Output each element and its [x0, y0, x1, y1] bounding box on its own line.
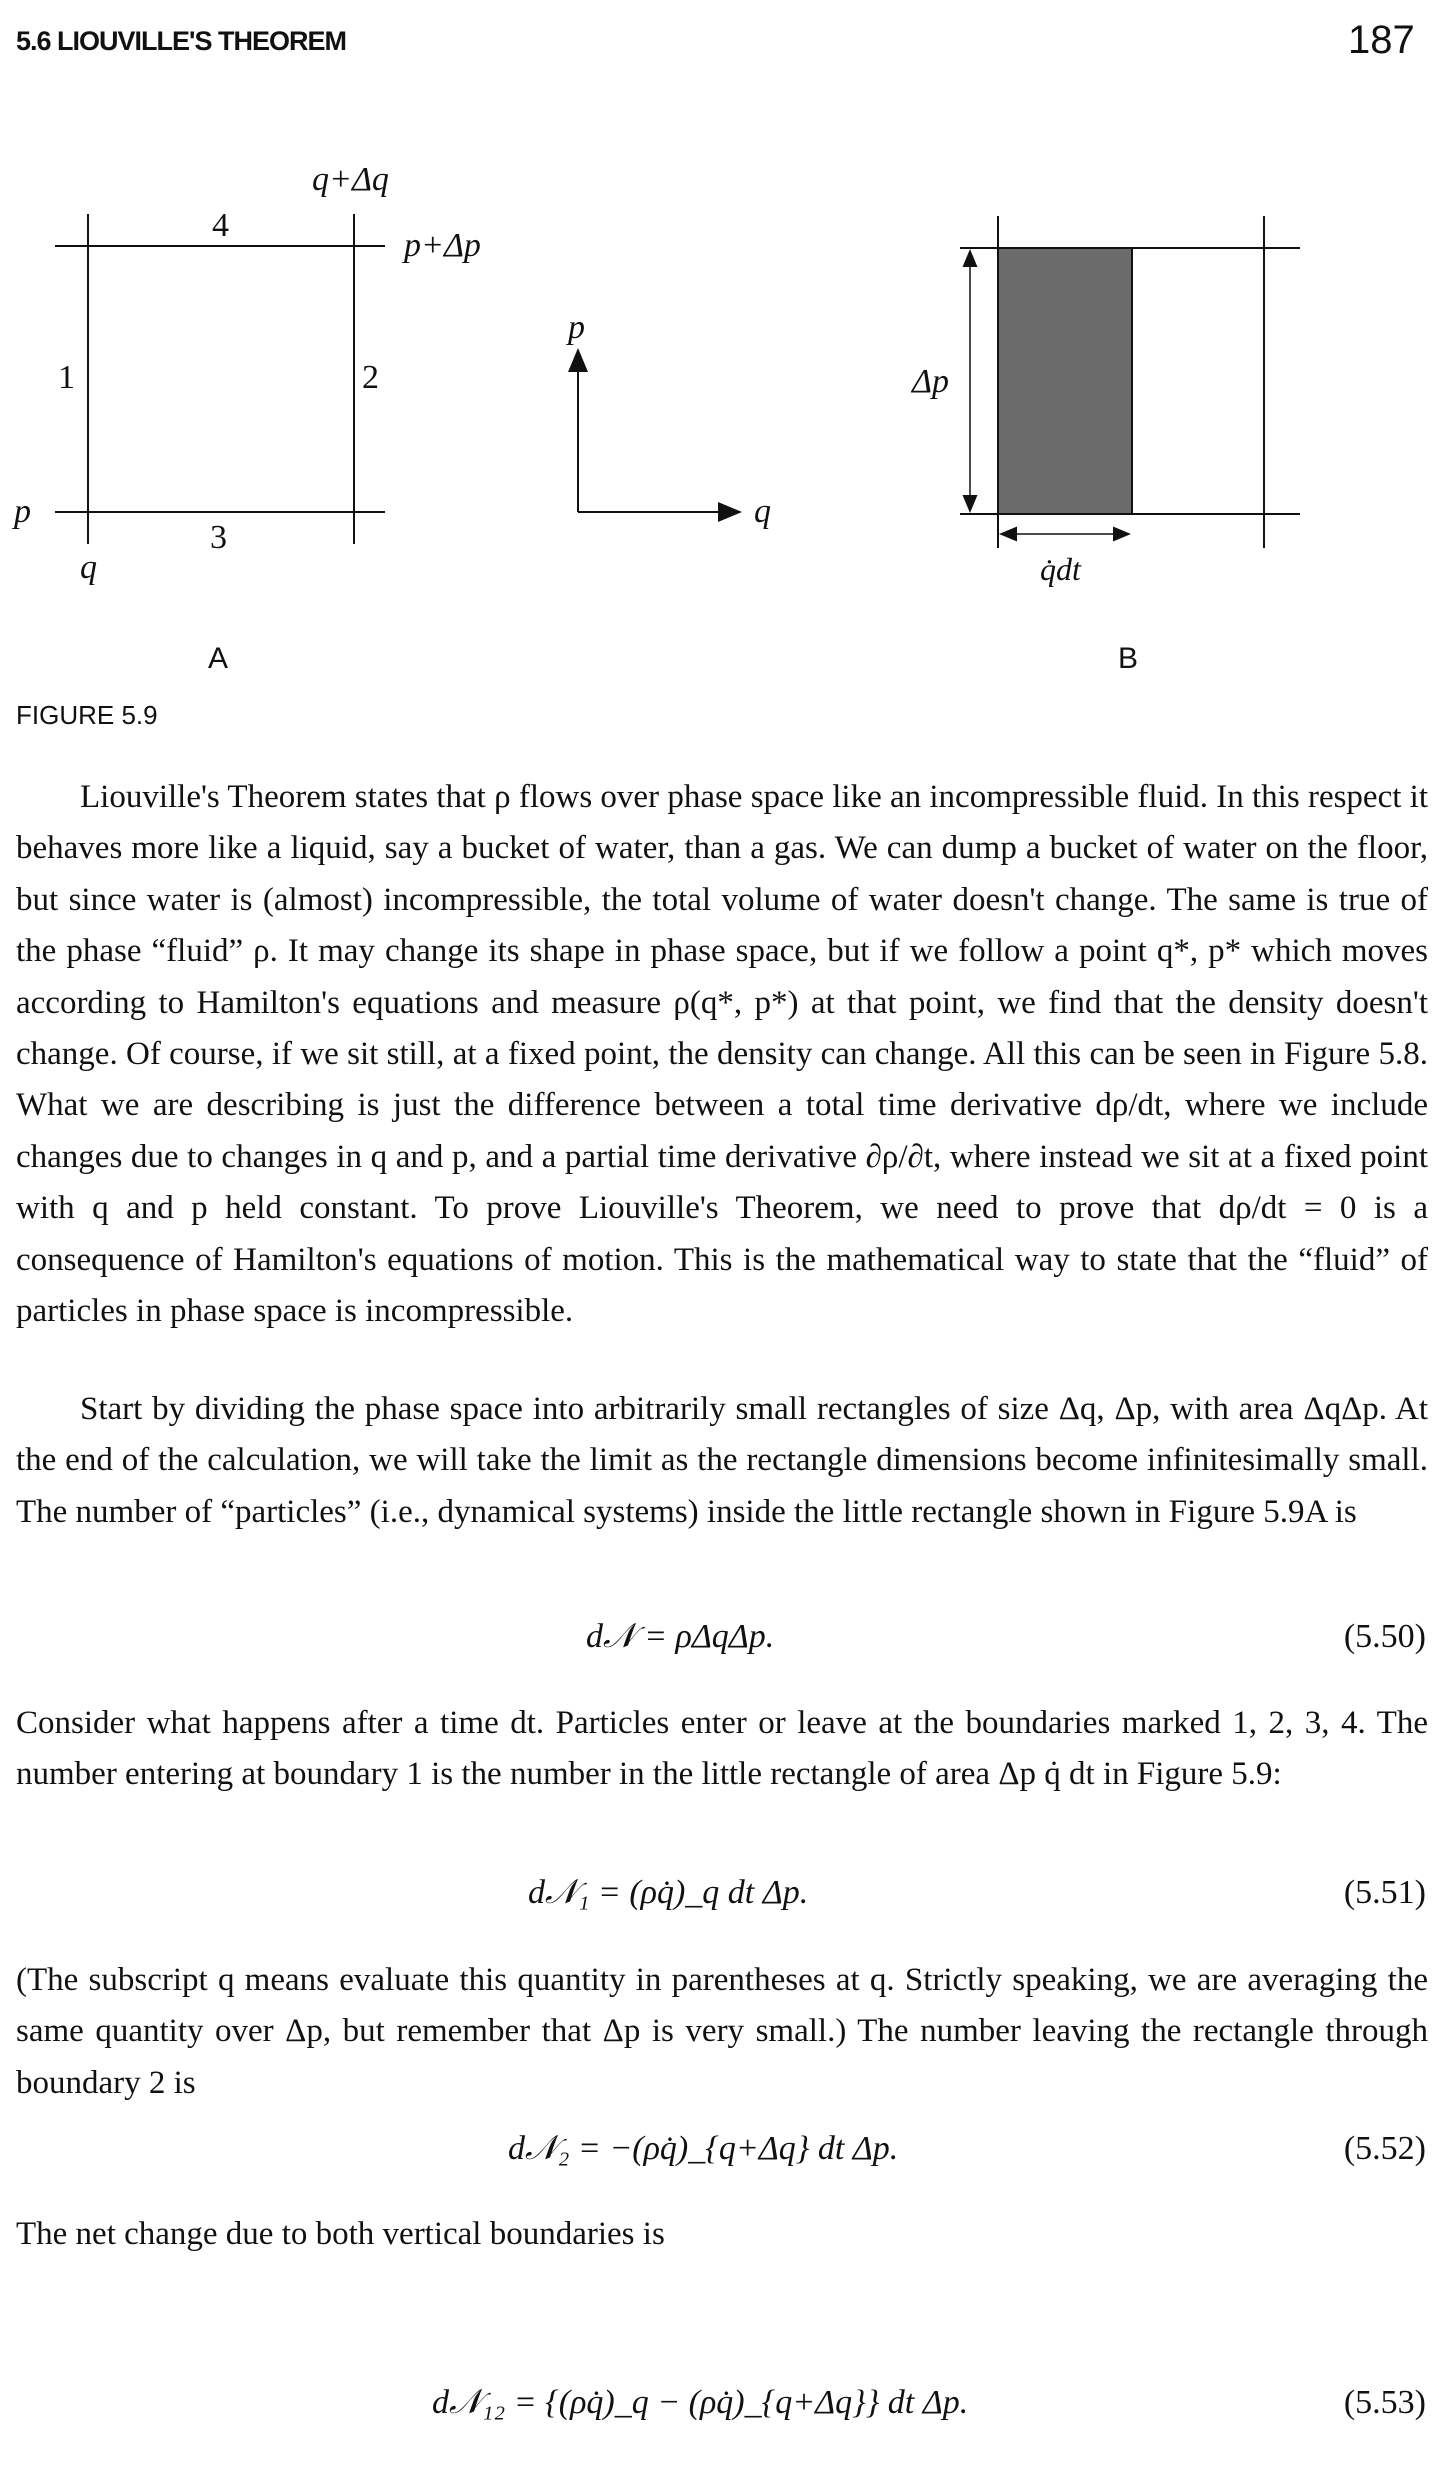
- equation-formula: d𝒩₂ = −(ρq̇)_{q+Δq} dt Δp.: [508, 2130, 899, 2167]
- paragraph-boundaries: Consider what happens after a time dt. Particles enter or leave at the boundaries marked 1, 2, 3, 4. The number entering at boundary 1 is the number in the little rectangle of area Δp q̇ dt in Figure 5.9:: [16, 1705, 1428, 1793]
- equation-number: (5.50): [1343, 1618, 1426, 1655]
- top-label: q+Δq: [312, 161, 389, 198]
- boundary-1-label: 1: [58, 359, 75, 396]
- panel-b-label: B: [1118, 642, 1139, 675]
- p-axis-label: p: [568, 309, 585, 346]
- boundary-3-label: 3: [210, 519, 227, 556]
- paragraph-net-change: The net change due to both vertical boundaries is: [16, 2216, 665, 2252]
- delta-p-label: Δp: [912, 363, 949, 400]
- paragraph-liouville-statement: Liouville's Theorem states that ρ flows over phase space like an incompressible fluid. In this respect it behaves more like a liquid, say a bucket of water, than a gas. We can dump a bucket of water on the floor, but since water is (almost) incompressible, the total volume of water doesn't change. The same is true of the phase “fluid” ρ. It may change its shape in phase space, but if we follow a point q*, p* which moves according to Hamilton's equations and measure ρ(q*, p*) at that point, we find that the density doesn't change. Of course, if we sit still, at a fixed point, the density can change. All this can be seen in Figure 5.8. What we are describing is just the difference between a total time derivative dρ/dt, where we include changes due to changes in q and p, and a partial time derivative ∂ρ/∂t, where instead we sit at a fixed point with q and p held constant. To prove Liouville's Theorem, we need to prove that dρ/dt = 0 is a consequence of Hamilton's equations of motion. This is the mathematical way to state that the “fluid” of particles in phase space is incompressible.: [16, 779, 1428, 1330]
- boundary-2-label: 2: [362, 359, 379, 396]
- paragraph-subscript: (The subscript q means evaluate this quantity in parentheses at q. Strictly speaking, we are averaging the same quantity over Δp, but remember that Δp is very small.) The number leaving the rectangle through boundary 2 is: [16, 1962, 1428, 2101]
- equation-number: (5.53): [1343, 2384, 1426, 2421]
- qdot-dt-label: q̇dt: [1040, 551, 1081, 587]
- equation-number: (5.51): [1343, 1874, 1426, 1911]
- boundary-4-label: 4: [212, 207, 229, 244]
- bottom-label: q: [80, 549, 97, 586]
- equation-formula: d𝒩 = ρΔqΔp.: [586, 1618, 775, 1655]
- figure-caption: FIGURE 5.9: [16, 700, 158, 730]
- page-number: 187: [1348, 18, 1415, 62]
- right-label: p+Δp: [404, 227, 481, 264]
- panel-a-label: A: [208, 642, 229, 675]
- left-label: p: [14, 493, 31, 530]
- equation-formula: d𝒩₁₂ = {(ρq̇)_q − (ρq̇)_{q+Δq}} dt Δp.: [432, 2384, 969, 2421]
- running-header: 5.6 LIOUVILLE'S THEOREM: [16, 26, 346, 56]
- q-axis-label: q: [754, 493, 771, 530]
- panel-a: [55, 214, 385, 544]
- equation-formula: d𝒩₁ = (ρq̇)_q dt Δp.: [528, 1874, 809, 1911]
- equation-number: (5.52): [1343, 2130, 1426, 2167]
- paragraph-rectangles: Start by dividing the phase space into arbitrarily small rectangles of size Δq, Δp, with area ΔqΔp. At the end of the calculation, we will take the limit as the rectangle dimensions become infinitesimally small. The number of “particles” (i.e., dynamical systems) inside the little rectangle shown in Figure 5.9A is: [16, 1391, 1428, 1530]
- flux-rectangle: [998, 248, 1132, 514]
- axes: [578, 352, 738, 512]
- figure-5-9: [0, 140, 1442, 700]
